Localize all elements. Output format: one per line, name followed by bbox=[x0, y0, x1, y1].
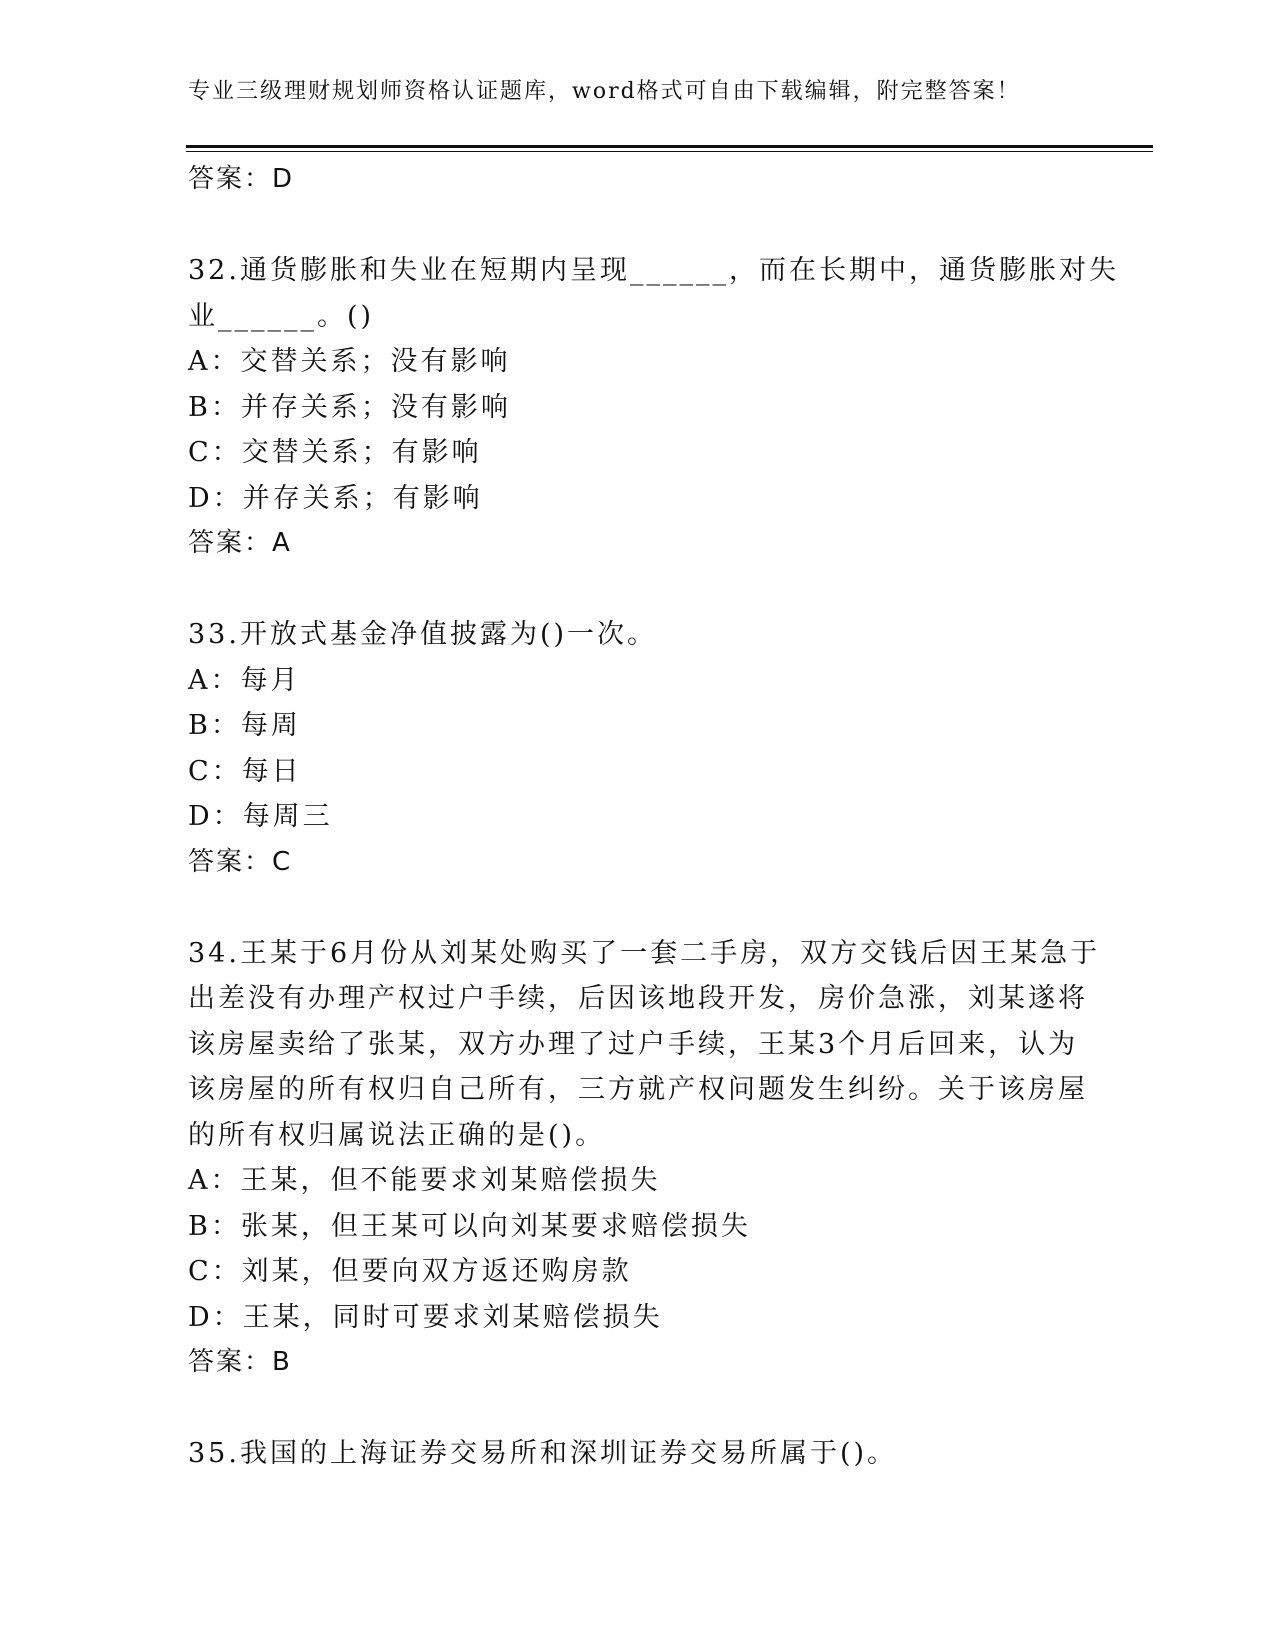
question-35 bbox=[188, 1431, 1088, 1477]
spacer bbox=[188, 567, 1088, 613]
question-stem: 32.通货膨胀和失业在短期内呈现______，而在长期中，通货膨胀对失 bbox=[188, 255, 1119, 286]
option-d: D：并存关系；有影响 bbox=[188, 482, 483, 514]
spacer bbox=[188, 203, 1088, 249]
question-stem: 出差没有办理产权过户手续，后因该地段开发，房价急涨，刘某遂将 bbox=[188, 983, 1088, 1014]
question-stem: 该房屋卖给了张某，双方办理了过户手续，王某3个月后回来，认为 bbox=[188, 1028, 1079, 1060]
option-b: B：并存关系；没有影响 bbox=[188, 391, 511, 423]
question-stem: 34.王某于6月份从刘某处购买了一套二手房，双方交钱后因王某急于 bbox=[188, 937, 1101, 969]
question-34 bbox=[188, 931, 1101, 1386]
q31-answer: 答案：D bbox=[188, 164, 295, 194]
question-stem: 33.开放式基金净值披露为()一次。 bbox=[188, 619, 658, 650]
question-stem: 的所有权归属说法正确的是()。 bbox=[188, 1119, 606, 1151]
option-c: C：刘某，但要向双方返还购房款 bbox=[188, 1256, 632, 1287]
question-stem: 业______。() bbox=[188, 300, 375, 332]
question-33 bbox=[188, 612, 1088, 885]
option-c: C：每日 bbox=[188, 755, 302, 787]
option-a: A：王某，但不能要求刘某赔偿损失 bbox=[188, 1165, 661, 1196]
option-d: D：每周三 bbox=[188, 801, 333, 832]
option-a: A：交替关系；没有影响 bbox=[188, 346, 511, 377]
answer: 答案：C bbox=[188, 846, 293, 877]
option-b: B：每周 bbox=[188, 710, 301, 741]
question-32 bbox=[188, 248, 1119, 567]
page-header: 专业三级理财规划师资格认证题库，word格式可自由下载编辑，附完整答案！ bbox=[188, 79, 1021, 104]
option-a: A：每月 bbox=[188, 664, 301, 696]
header-rule-thin bbox=[186, 151, 1153, 152]
answer: 答案：A bbox=[188, 528, 292, 558]
header-rule bbox=[186, 145, 1153, 148]
option-d: D：王某，同时可要求刘某赔偿损失 bbox=[188, 1301, 663, 1333]
option-c: C：交替关系；有影响 bbox=[188, 437, 482, 468]
spacer bbox=[188, 885, 1088, 931]
question-list bbox=[188, 157, 1119, 1477]
option-b: B：张某，但王某可以向刘某要求赔偿损失 bbox=[188, 1210, 751, 1242]
answer: 答案：B bbox=[188, 1347, 292, 1377]
spacer bbox=[188, 1386, 1088, 1432]
question-stem: 该房屋的所有权归自己所有，三方就产权问题发生纠纷。关于该房屋 bbox=[188, 1074, 1088, 1105]
question-stem: 35.我国的上海证券交易所和深圳证券交易所属于()。 bbox=[188, 1438, 898, 1469]
